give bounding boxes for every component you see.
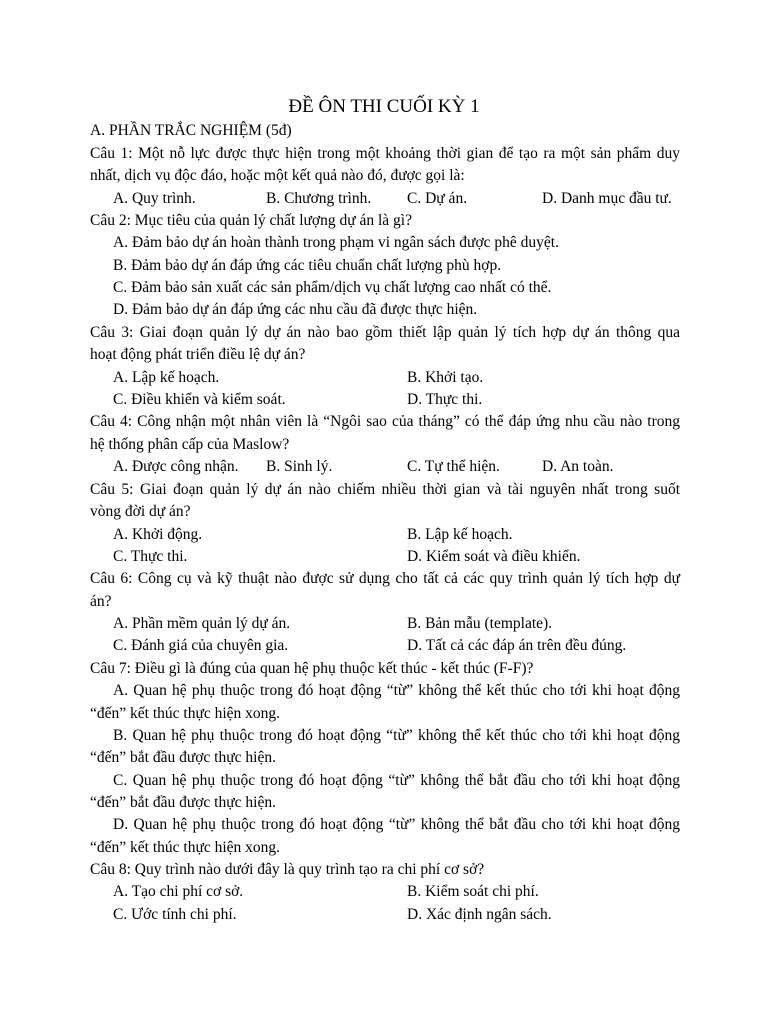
- question-2-option-a: A. Đảm bảo dự án hoàn thành trong phạm vi ngân sách được phê duyệt.: [113, 234, 559, 251]
- question-8-option-b: B. Kiểm soát chi phí.: [407, 883, 539, 900]
- question-7-option-c-line-1: C. Quan hệ phụ thuộc trong đó hoạt động “từ” không thể bắt đầu cho tới khi hoạt động: [113, 772, 680, 789]
- question-6-option-a: A. Phần mềm quản lý dự án.: [113, 615, 291, 632]
- question-1-option-d: D. Danh mục đầu tư.: [542, 190, 672, 207]
- question-4-text-line-2: hệ thống phân cấp của Maslow?: [90, 436, 290, 453]
- question-7-option-c-line-2: “đến” bắt đầu được thực hiện.: [90, 794, 276, 811]
- document-title: ĐỀ ÔN THI CUỐI KỲ 1: [288, 96, 480, 117]
- question-1-option-a: A. Quy trình.: [113, 190, 196, 207]
- question-4-option-b: B. Sinh lý.: [266, 458, 333, 475]
- question-3-option-a: A. Lập kế hoạch.: [113, 369, 220, 386]
- question-3-option-d: D. Thực thi.: [407, 391, 483, 408]
- question-4-option-a: A. Được công nhận.: [113, 458, 239, 475]
- question-4-text-line-1: Câu 4: Công nhận một nhân viên là “Ngôi sao của tháng” có thể đáp ứng nhu cầu nào trong: [90, 413, 680, 430]
- question-3-text-line-2: hoạt động phát triển điều lệ dự án?: [90, 346, 306, 363]
- question-8-option-d: D. Xác định ngân sách.: [407, 906, 552, 923]
- section-heading: A. PHẦN TRẮC NGHIỆM (5đ): [90, 122, 292, 139]
- question-3-option-c: C. Điều khiển và kiểm soát.: [113, 391, 286, 408]
- question-7-option-d-line-1: D. Quan hệ phụ thuộc trong đó hoạt động “từ” không thể bắt đầu cho tới khi hoạt động: [113, 816, 680, 833]
- question-5-option-a: A. Khởi động.: [113, 526, 203, 543]
- question-2-text: Câu 2: Mục tiêu của quản lý chất lượng dự án là gì?: [90, 212, 412, 229]
- question-1-option-c: C. Dự án.: [407, 190, 468, 207]
- question-7-option-b-line-1: B. Quan hệ phụ thuộc trong đó hoạt động “từ” không thể kết thúc cho tới khi hoạt động: [113, 727, 680, 744]
- question-5-option-c: C. Thực thi.: [113, 548, 188, 565]
- question-7-option-a-line-2: “đến” kết thúc thực hiện xong.: [90, 705, 281, 722]
- question-6-text-line-1: Câu 6: Công cụ và kỹ thuật nào được sử dụng cho tất cả các quy trình quản lý tích hợp dự: [90, 570, 680, 587]
- question-8-text: Câu 8: Quy trình nào dưới đây là quy trình tạo ra chi phí cơ sở?: [90, 861, 485, 878]
- question-5-option-b: B. Lập kế hoạch.: [407, 526, 513, 543]
- question-7-option-a-line-1: A. Quan hệ phụ thuộc trong đó hoạt động “từ” không thể kết thúc cho tới khi hoạt động: [113, 682, 680, 699]
- question-7-option-b-line-2: “đến” bắt đầu được thực hiện.: [90, 749, 276, 766]
- question-8-option-c: C. Ước tính chi phí.: [113, 906, 237, 923]
- question-2-option-b: B. Đảm bảo dự án đáp ứng các tiêu chuẩn chất lượng phù hợp.: [113, 257, 502, 274]
- question-6-option-c: C. Đánh giá của chuyên gia.: [113, 637, 289, 654]
- question-5-text-line-2: vòng đời dự án?: [90, 503, 191, 520]
- question-6-option-d: D. Tất cả các đáp án trên đều đúng.: [407, 637, 627, 654]
- question-1-text-line-1: Câu 1: Một nỗ lực được thực hiện trong một khoảng thời gian để tạo ra một sản phẩm duy: [90, 145, 680, 162]
- question-4-option-d: D. An toàn.: [542, 458, 614, 475]
- question-2-option-d: D. Đảm bảo dự án đáp ứng các nhu cầu đã được thực hiện.: [113, 301, 478, 318]
- question-4-option-c: C. Tự thể hiện.: [407, 458, 500, 475]
- question-3-option-b: B. Khởi tạo.: [407, 369, 484, 386]
- question-7-text: Câu 7: Điều gì là đúng của quan hệ phụ thuộc kết thúc - kết thúc (F-F)?: [90, 660, 534, 677]
- question-5-option-d: D. Kiểm soát và điều khiển.: [407, 548, 581, 565]
- question-1-option-b: B. Chương trình.: [266, 190, 372, 207]
- question-3-text-line-1: Câu 3: Giai đoạn quản lý dự án nào bao gồm thiết lập quản lý tích hợp dự án thông qua: [90, 324, 680, 341]
- question-7-option-d-line-2: “đến” kết thúc thực hiện xong.: [90, 839, 281, 856]
- question-5-text-line-1: Câu 5: Giai đoạn quản lý dự án nào chiếm nhiều thời gian và tài nguyên nhất trong suốt: [90, 481, 680, 498]
- question-8-option-a: A. Tạo chi phí cơ sở.: [113, 883, 244, 900]
- question-1-text-line-2: nhất, dịch vụ độc đáo, hoặc một kết quả nào đó, được gọi là:: [90, 167, 465, 184]
- question-6-option-b: B. Bản mẫu (template).: [407, 615, 553, 632]
- question-6-text-line-2: án?: [90, 593, 112, 610]
- question-2-option-c: C. Đảm bảo sản xuất các sản phẩm/dịch vụ chất lượng cao nhất có thể.: [113, 279, 552, 296]
